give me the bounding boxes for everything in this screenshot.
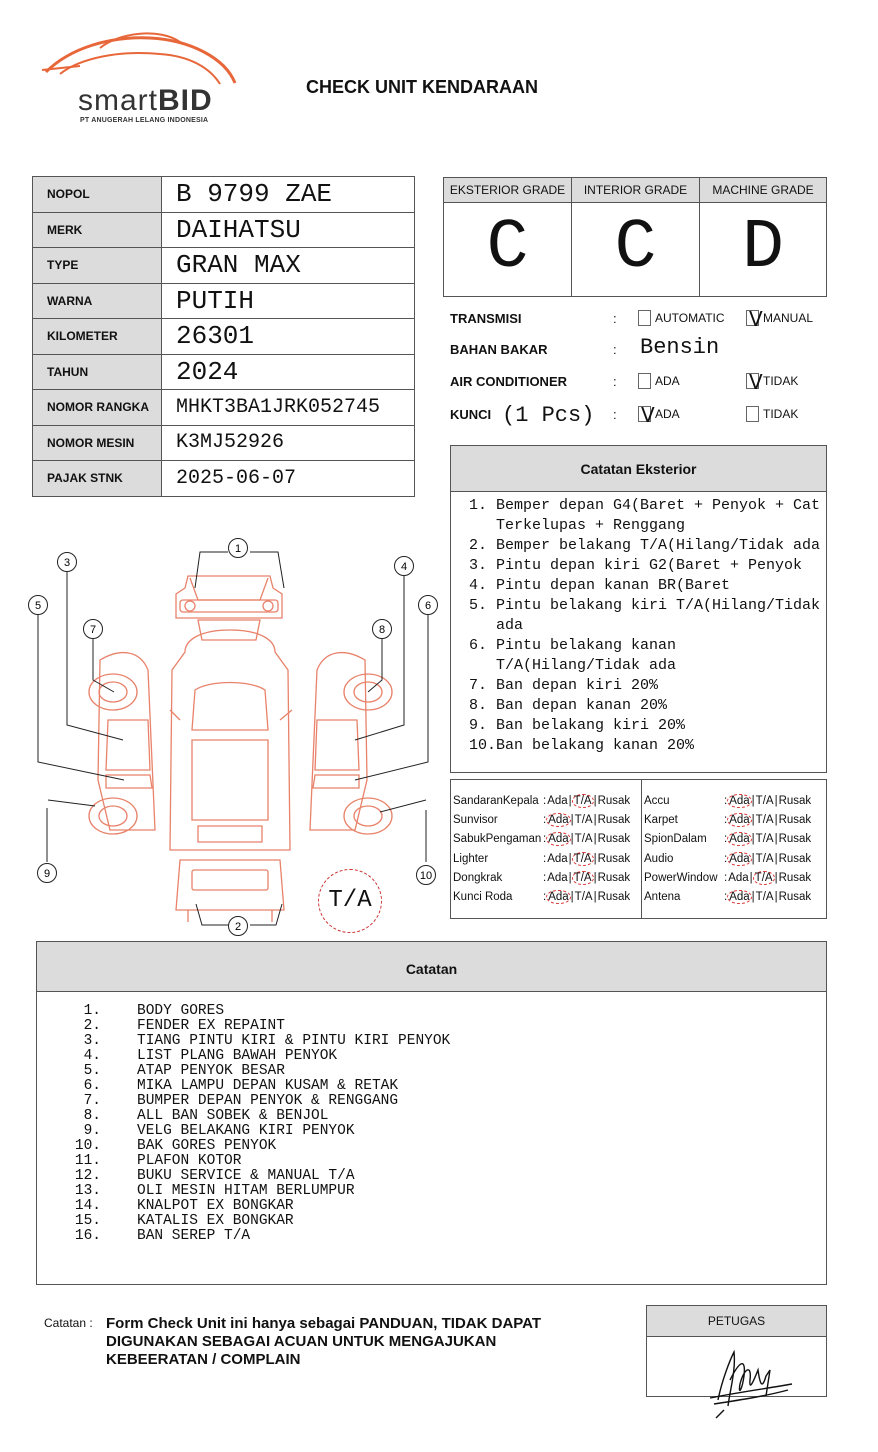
note-number: 15. xyxy=(74,1213,101,1229)
accessory-choice[interactable]: Ada xyxy=(547,871,568,884)
note-number: 14. xyxy=(74,1198,101,1214)
callout-number: 8 xyxy=(378,624,386,636)
exterior-note-item: 10.Ban belakang kanan 20% xyxy=(469,737,695,754)
note-number: 8. xyxy=(83,1108,101,1124)
callout-number: 2 xyxy=(234,921,242,933)
colon: : xyxy=(543,794,547,807)
note-item xyxy=(65,1094,826,1109)
accessory-choice[interactable]: T/A xyxy=(573,794,592,807)
ac-label: AIR CONDITIONER xyxy=(450,374,567,389)
grade-panel xyxy=(443,177,827,297)
vehicle-field-label: KILOMETER xyxy=(33,319,162,355)
colon: : xyxy=(543,891,547,904)
separator: | xyxy=(568,794,572,807)
grade-label: EKSTERIOR GRADE xyxy=(444,178,571,203)
checkbox-checked[interactable]: V xyxy=(638,406,651,422)
note-text: OLI MESIN HITAM BERLUMPUR xyxy=(137,1183,355,1199)
accessory-choice[interactable]: T/A xyxy=(574,891,593,904)
note-text: ATAP PENYOK BESAR xyxy=(137,1063,285,1079)
separator: | xyxy=(751,813,755,826)
vehicle-field-value: 26301 xyxy=(162,319,415,355)
accessory-choice[interactable]: Rusak xyxy=(597,891,631,904)
callout-number: 5 xyxy=(34,600,42,612)
checkbox-checked[interactable]: V xyxy=(746,310,759,326)
grade-label: MACHINE GRADE xyxy=(700,178,826,203)
note-text: BAK GORES PENYOK xyxy=(137,1138,277,1154)
accessory-choice[interactable]: Rusak xyxy=(597,813,631,826)
option-ac-tidak[interactable]: V TIDAK xyxy=(746,373,798,389)
accessory-row xyxy=(642,849,826,868)
accessory-choice[interactable]: Ada xyxy=(729,794,750,807)
note-number: 9. xyxy=(83,1123,101,1139)
exterior-note-item: 6. Pintu belakang kanan T/A(Hilang/Tidak ada xyxy=(469,637,686,674)
accessory-row xyxy=(642,868,826,887)
exterior-notes-panel xyxy=(450,445,830,773)
note-text: VELG BELAKANG KIRI PENYOK xyxy=(137,1123,355,1139)
accessory-row xyxy=(451,810,641,829)
note-item xyxy=(65,1154,826,1169)
grade-value: C xyxy=(486,209,529,288)
callout-3 xyxy=(58,553,77,572)
accessory-name: Accu xyxy=(644,794,670,807)
callout-10 xyxy=(417,866,436,885)
accessory-row xyxy=(451,887,641,906)
accessory-choice[interactable]: Ada xyxy=(729,813,750,826)
note-number: 11. xyxy=(74,1153,101,1169)
vehicle-field-label: TAHUN xyxy=(33,354,162,390)
colon: : xyxy=(543,871,547,884)
callout-8 xyxy=(373,620,392,639)
exterior-notes-list xyxy=(451,492,830,756)
accessory-choice[interactable]: Ada xyxy=(548,833,569,846)
checkbox[interactable] xyxy=(638,310,651,326)
vehicle-field-value: GRAN MAX xyxy=(162,248,415,284)
accessory-row xyxy=(451,849,641,868)
exterior-note-item: 8. Ban depan kanan 20% xyxy=(469,697,668,714)
grade-label: INTERIOR GRADE xyxy=(572,178,699,203)
note-text: KNALPOT EX BONGKAR xyxy=(137,1198,294,1214)
accessory-choice[interactable]: T/A xyxy=(755,794,774,807)
option-kunci-tidak[interactable]: TIDAK xyxy=(746,406,798,422)
callout-9 xyxy=(38,864,57,883)
footer-label: Catatan : xyxy=(44,1316,93,1330)
accessory-choice[interactable]: Ada xyxy=(729,852,750,865)
accessory-choice[interactable]: Rusak xyxy=(597,794,631,807)
separator: | xyxy=(570,833,574,846)
separator: | xyxy=(749,871,753,884)
accessory-choice[interactable]: Rusak xyxy=(778,794,812,807)
accessory-choice[interactable]: T/A xyxy=(573,871,592,884)
transmisi-label: TRANSMISI xyxy=(450,311,522,326)
separator: | xyxy=(593,813,597,826)
exterior-note-item: 9. Ban belakang kiri 20% xyxy=(469,717,686,734)
accessory-choice[interactable]: Ada xyxy=(729,891,750,904)
bahan-bakar-value: Bensin xyxy=(640,335,720,360)
kunci-count: (1 Pcs) xyxy=(502,403,595,428)
exterior-note-item: 1. Bemper depan G4(Baret + Penyok + Cat Terkelupas + Renggang xyxy=(469,497,830,534)
vehicle-row xyxy=(33,177,415,213)
callout-6 xyxy=(419,596,438,615)
note-item xyxy=(65,1019,826,1034)
separator: | xyxy=(751,891,755,904)
note-number: 6. xyxy=(83,1078,101,1094)
signature-image xyxy=(700,1340,800,1420)
separator: | xyxy=(593,891,597,904)
callout-number: 3 xyxy=(63,557,71,569)
vehicle-field-label: NOMOR RANGKA xyxy=(33,390,162,426)
note-item xyxy=(65,1049,826,1064)
note-item xyxy=(65,1139,826,1154)
accessories-left xyxy=(451,780,642,918)
grade-column xyxy=(700,178,826,296)
note-item xyxy=(65,1229,826,1244)
exterior-notes-title: Catatan Eksterior xyxy=(451,446,826,492)
vehicle-field-label: TYPE xyxy=(33,248,162,284)
colon: : xyxy=(724,852,728,865)
vehicle-field-label: PAJAK STNK xyxy=(33,461,162,497)
checkbox[interactable] xyxy=(746,406,759,422)
colon: : xyxy=(613,374,617,389)
kunci-label: KUNCI xyxy=(450,407,492,422)
vehicle-row xyxy=(33,283,415,319)
note-item xyxy=(65,1169,826,1184)
vehicle-field-value: MHKT3BA1JRK052745 xyxy=(162,390,415,426)
logo-wordmark: smartBID xyxy=(78,84,213,117)
colon: : xyxy=(613,311,617,326)
accessory-row xyxy=(642,810,826,829)
vehicle-field-value: DAIHATSU xyxy=(162,212,415,248)
separator: | xyxy=(751,794,755,807)
note-item xyxy=(65,1109,826,1124)
note-text: BUMPER DEPAN PENYOK & RENGGANG xyxy=(137,1093,399,1109)
accessory-choice[interactable]: T/A xyxy=(755,852,774,865)
note-number: 4. xyxy=(83,1048,101,1064)
company-logo xyxy=(40,28,240,128)
notes-list xyxy=(37,992,826,1244)
ta-mark: T/A xyxy=(318,869,382,933)
option-manual[interactable]: V MANUAL xyxy=(746,310,813,326)
accessory-choice[interactable]: Rusak xyxy=(778,813,812,826)
accessory-name: Karpet xyxy=(644,813,678,826)
separator: | xyxy=(593,833,597,846)
accessory-name: SandaranKepala xyxy=(453,794,539,807)
accessory-choice[interactable]: Ada xyxy=(547,794,568,807)
note-item xyxy=(65,1214,826,1229)
accessory-choice[interactable]: T/A xyxy=(755,891,774,904)
notes-panel xyxy=(36,941,827,1285)
option-automatic[interactable]: AUTOMATIC xyxy=(638,310,725,326)
note-number: 1. xyxy=(83,1003,101,1019)
note-item xyxy=(65,1004,826,1019)
grade-value: C xyxy=(614,209,657,288)
note-number: 2. xyxy=(83,1018,101,1034)
callout-number: 9 xyxy=(43,868,51,880)
note-item xyxy=(65,1199,826,1214)
vehicle-field-label: NOPOL xyxy=(33,177,162,213)
callout-5 xyxy=(29,596,48,615)
separator: | xyxy=(774,813,778,826)
accessory-choice[interactable]: Ada xyxy=(728,871,749,884)
colon: : xyxy=(724,794,728,807)
exterior-note-item: 2. Bemper belakang T/A(Hilang/Tidak ada xyxy=(469,537,821,554)
accessory-name: Antena xyxy=(644,891,681,904)
accessory-row xyxy=(451,791,641,810)
note-number: 3. xyxy=(83,1033,101,1049)
grade-column xyxy=(572,178,700,296)
option-ac-ada[interactable]: ADA xyxy=(638,373,680,389)
vehicle-field-value: B 9799 ZAE xyxy=(162,177,415,213)
accessory-choice[interactable]: Rusak xyxy=(778,871,812,884)
accessory-choice[interactable]: T/A xyxy=(754,871,773,884)
colon: : xyxy=(613,407,617,422)
logo-tagline: PT ANUGERAH LELANG INDONESIA xyxy=(80,117,209,124)
vehicle-field-label: WARNA xyxy=(33,283,162,319)
note-number: 7. xyxy=(83,1093,101,1109)
separator: | xyxy=(570,891,574,904)
vehicle-field-value: 2025-06-07 xyxy=(162,461,415,497)
note-item xyxy=(65,1124,826,1139)
separator: | xyxy=(774,794,778,807)
vehicle-field-value: PUTIH xyxy=(162,283,415,319)
accessory-name: Audio xyxy=(644,852,674,865)
accessory-name: SabukPengaman xyxy=(453,833,542,846)
accessory-choice[interactable]: T/A xyxy=(755,813,774,826)
note-text: TIANG PINTU KIRI & PINTU KIRI PENYOK xyxy=(137,1033,451,1049)
exterior-note-item: 3. Pintu depan kiri G2(Baret + Penyok xyxy=(469,557,803,574)
note-text: FENDER EX REPAINT xyxy=(137,1018,285,1034)
callout-number: 10 xyxy=(419,870,433,882)
vehicle-info-table xyxy=(32,176,415,497)
accessory-row xyxy=(451,830,641,849)
accessory-choice[interactable]: Rusak xyxy=(778,891,812,904)
separator: | xyxy=(774,852,778,865)
accessory-choice[interactable]: Ada xyxy=(547,852,568,865)
vehicle-field-value: 2024 xyxy=(162,354,415,390)
notes-title: Catatan xyxy=(37,942,826,992)
footer-disclaimer: Form Check Unit ini hanya sebagai PANDUAN, TIDAK DAPAT DIGUNAKAN SEBAGAI ACUAN UNTUK MENGAJUKAN KEBEERATAN / COMPLAIN xyxy=(106,1315,542,1368)
vehicle-field-value: K3MJ52926 xyxy=(162,425,415,461)
colon: : xyxy=(724,871,728,884)
note-number: 16. xyxy=(74,1228,101,1244)
separator: | xyxy=(593,794,597,807)
grade-column xyxy=(444,178,572,296)
note-item xyxy=(65,1034,826,1049)
accessory-choice[interactable]: T/A xyxy=(755,833,774,846)
separator: | xyxy=(774,833,778,846)
checkbox[interactable] xyxy=(638,373,651,389)
vehicle-field-label: NOMOR MESIN xyxy=(33,425,162,461)
option-kunci-ada[interactable]: V ADA xyxy=(638,406,680,422)
callout-7 xyxy=(84,620,103,639)
vehicle-field-label: MERK xyxy=(33,212,162,248)
note-number: 5. xyxy=(83,1063,101,1079)
note-item xyxy=(65,1064,826,1079)
accessory-choice[interactable]: Rusak xyxy=(778,833,812,846)
callout-number: 7 xyxy=(89,624,97,636)
note-number: 13. xyxy=(74,1183,101,1199)
note-item xyxy=(65,1079,826,1094)
accessory-name: Sunvisor xyxy=(453,813,498,826)
note-text: BODY GORES xyxy=(137,1003,225,1019)
note-text: MIKA LAMPU DEPAN KUSAM & RETAK xyxy=(137,1078,399,1094)
vehicle-row xyxy=(33,212,415,248)
separator: | xyxy=(593,871,597,884)
accessory-choice[interactable]: Ada xyxy=(729,833,750,846)
checkbox-checked[interactable]: V xyxy=(746,373,759,389)
vehicle-row xyxy=(33,390,415,426)
car-damage-diagram xyxy=(20,530,445,940)
accessory-name: Dongkrak xyxy=(453,871,503,884)
note-text: ALL BAN SOBEK & BENJOL xyxy=(137,1108,329,1124)
colon: : xyxy=(543,813,547,826)
accessories-right xyxy=(642,780,826,918)
separator: | xyxy=(568,871,572,884)
accessory-name: Kunci Roda xyxy=(453,891,513,904)
document-title: CHECK UNIT KENDARAAN xyxy=(306,77,538,97)
note-number: 12. xyxy=(74,1168,101,1184)
vehicle-row xyxy=(33,461,415,497)
note-text: BAN SEREP T/A xyxy=(137,1228,251,1244)
accessory-row xyxy=(642,830,826,849)
accessory-choice[interactable]: T/A xyxy=(574,813,593,826)
colon: : xyxy=(543,833,547,846)
accessory-choice[interactable]: Rusak xyxy=(597,871,631,884)
callout-1 xyxy=(229,539,248,558)
note-number: 10. xyxy=(74,1138,101,1154)
accessory-row xyxy=(642,791,826,810)
accessory-name: SpionDalam xyxy=(644,833,707,846)
accessories-panel xyxy=(450,779,827,919)
separator: | xyxy=(751,833,755,846)
callout-2 xyxy=(229,917,248,936)
note-item xyxy=(65,1184,826,1199)
petugas-title: PETUGAS xyxy=(647,1306,826,1337)
note-text: KATALIS EX BONGKAR xyxy=(137,1213,294,1229)
accessory-choice[interactable]: T/A xyxy=(574,833,593,846)
colon: : xyxy=(724,833,728,846)
note-text: LIST PLANG BAWAH PENYOK xyxy=(137,1048,338,1064)
separator: | xyxy=(751,852,755,865)
accessory-name: PowerWindow xyxy=(644,871,718,884)
note-text: PLAFON KOTOR xyxy=(137,1153,242,1169)
separator: | xyxy=(570,813,574,826)
accessory-choice[interactable]: Rusak xyxy=(597,852,631,865)
bahan-bakar-label: BAHAN BAKAR xyxy=(450,342,548,357)
vehicle-row xyxy=(33,248,415,284)
separator: | xyxy=(774,871,778,884)
note-text: BUKU SERVICE & MANUAL T/A xyxy=(137,1168,355,1184)
vehicle-row xyxy=(33,354,415,390)
colon: : xyxy=(724,813,728,826)
accessory-choice[interactable]: Ada xyxy=(548,813,569,826)
grade-value: D xyxy=(741,209,784,288)
accessory-choice[interactable]: Rusak xyxy=(778,852,812,865)
accessory-row xyxy=(642,887,826,906)
separator: | xyxy=(774,891,778,904)
colon: : xyxy=(724,891,728,904)
callout-number: 4 xyxy=(400,561,408,573)
callout-number: 1 xyxy=(234,543,242,555)
separator: | xyxy=(568,852,572,865)
separator: | xyxy=(593,852,597,865)
colon: : xyxy=(613,342,617,357)
accessory-choice[interactable]: Rusak xyxy=(597,833,631,846)
accessory-choice[interactable]: T/A xyxy=(573,852,592,865)
vehicle-row xyxy=(33,319,415,355)
accessory-name: Lighter xyxy=(453,852,489,865)
accessory-choice[interactable]: Ada xyxy=(548,891,569,904)
exterior-note-item: 4. Pintu depan kanan BR(Baret xyxy=(469,577,731,594)
colon: : xyxy=(543,852,547,865)
callout-4 xyxy=(395,557,414,576)
vehicle-row xyxy=(33,425,415,461)
exterior-note-item: 7. Ban depan kiri 20% xyxy=(469,677,659,694)
exterior-note-item: 5. Pintu belakang kiri T/A(Hilang/Tidak ada xyxy=(469,597,830,634)
accessory-row xyxy=(451,868,641,887)
callout-number: 6 xyxy=(424,600,432,612)
